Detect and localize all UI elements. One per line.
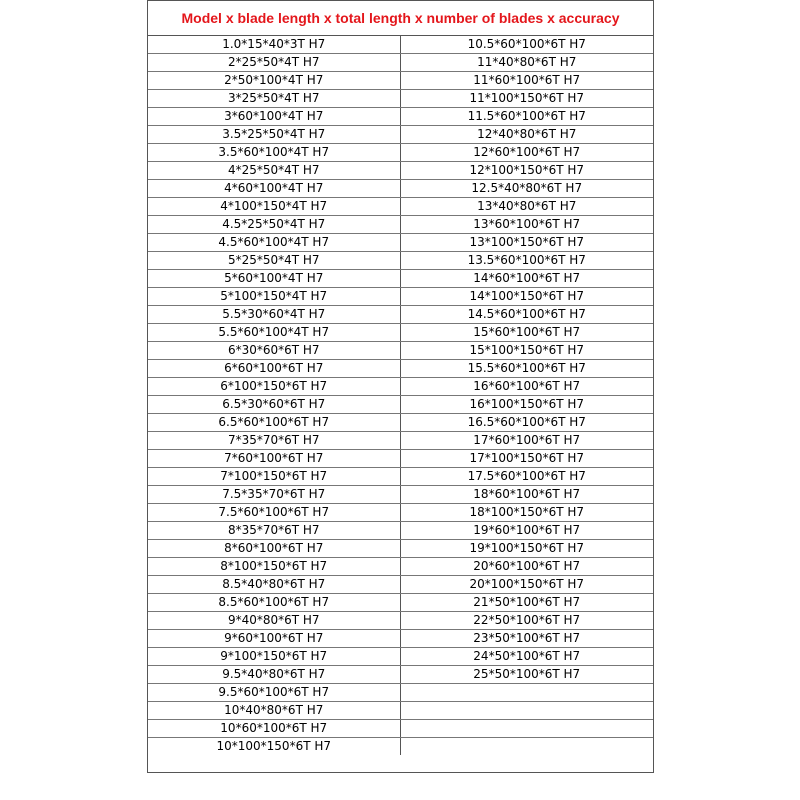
model-cell-left: 7*35*70*6T H7 xyxy=(148,432,400,450)
table-row xyxy=(148,468,653,486)
model-cell-left: 7*60*100*6T H7 xyxy=(148,450,400,468)
table-row xyxy=(148,630,653,648)
model-cell-right: 16*60*100*6T H7 xyxy=(400,378,653,396)
table-row xyxy=(148,594,653,612)
model-cell-right: 15.5*60*100*6T H7 xyxy=(400,360,653,378)
model-table-body xyxy=(148,36,653,755)
model-cell-left: 3*60*100*4T H7 xyxy=(148,108,400,126)
table-row xyxy=(148,324,653,342)
model-cell-right: 23*50*100*6T H7 xyxy=(400,630,653,648)
table-row xyxy=(148,306,653,324)
model-cell-right: 22*50*100*6T H7 xyxy=(400,612,653,630)
model-cell-left: 9.5*40*80*6T H7 xyxy=(148,666,400,684)
table-row xyxy=(148,486,653,504)
model-cell-left: 4.5*60*100*4T H7 xyxy=(148,234,400,252)
model-cell-left: 9*100*150*6T H7 xyxy=(148,648,400,666)
model-cell-left: 6*100*150*6T H7 xyxy=(148,378,400,396)
model-cell-left: 9*40*80*6T H7 xyxy=(148,612,400,630)
model-cell-left: 4.5*25*50*4T H7 xyxy=(148,216,400,234)
spec-sheet xyxy=(147,0,654,773)
table-row xyxy=(148,144,653,162)
model-cell-left: 8.5*60*100*6T H7 xyxy=(148,594,400,612)
table-row xyxy=(148,270,653,288)
table-row xyxy=(148,198,653,216)
model-cell-left: 8*100*150*6T H7 xyxy=(148,558,400,576)
model-cell-left: 1.0*15*40*3T H7 xyxy=(148,36,400,54)
model-table xyxy=(148,36,653,755)
model-cell-right: 18*100*150*6T H7 xyxy=(400,504,653,522)
table-row xyxy=(148,180,653,198)
model-cell-right: 11*100*150*6T H7 xyxy=(400,90,653,108)
table-row xyxy=(148,108,653,126)
table-row xyxy=(148,558,653,576)
model-cell-left: 5*25*50*4T H7 xyxy=(148,252,400,270)
model-cell-left: 10*40*80*6T H7 xyxy=(148,702,400,720)
model-cell-right: 10.5*60*100*6T H7 xyxy=(400,36,653,54)
model-cell-right: 11.5*60*100*6T H7 xyxy=(400,108,653,126)
table-row xyxy=(148,702,653,720)
table-row xyxy=(148,414,653,432)
model-cell-right: 20*100*150*6T H7 xyxy=(400,576,653,594)
table-row xyxy=(148,522,653,540)
table-title: Model x blade length x total length x number of blades x accuracy xyxy=(148,1,653,36)
model-cell-right: 15*60*100*6T H7 xyxy=(400,324,653,342)
model-cell-right xyxy=(400,720,653,738)
model-cell-right xyxy=(400,684,653,702)
model-cell-right: 24*50*100*6T H7 xyxy=(400,648,653,666)
table-row xyxy=(148,504,653,522)
model-cell-left: 5.5*60*100*4T H7 xyxy=(148,324,400,342)
model-cell-right: 13*40*80*6T H7 xyxy=(400,198,653,216)
table-row xyxy=(148,342,653,360)
table-row xyxy=(148,540,653,558)
model-cell-left: 8*35*70*6T H7 xyxy=(148,522,400,540)
model-cell-left: 9*60*100*6T H7 xyxy=(148,630,400,648)
model-cell-left: 5*100*150*4T H7 xyxy=(148,288,400,306)
model-cell-left: 10*100*150*6T H7 xyxy=(148,738,400,756)
model-cell-left: 5.5*30*60*4T H7 xyxy=(148,306,400,324)
model-cell-left: 5*60*100*4T H7 xyxy=(148,270,400,288)
table-row xyxy=(148,576,653,594)
table-row xyxy=(148,612,653,630)
table-row xyxy=(148,666,653,684)
model-cell-right: 13.5*60*100*6T H7 xyxy=(400,252,653,270)
model-cell-left: 7.5*35*70*6T H7 xyxy=(148,486,400,504)
table-row xyxy=(148,252,653,270)
table-row xyxy=(148,360,653,378)
table-row xyxy=(148,378,653,396)
model-cell-right: 15*100*150*6T H7 xyxy=(400,342,653,360)
model-cell-right: 17.5*60*100*6T H7 xyxy=(400,468,653,486)
table-row xyxy=(148,90,653,108)
table-row xyxy=(148,126,653,144)
model-cell-left: 2*25*50*4T H7 xyxy=(148,54,400,72)
model-cell-right xyxy=(400,702,653,720)
model-cell-left: 6*30*60*6T H7 xyxy=(148,342,400,360)
model-cell-right: 17*60*100*6T H7 xyxy=(400,432,653,450)
model-cell-left: 6*60*100*6T H7 xyxy=(148,360,400,378)
model-cell-right: 14.5*60*100*6T H7 xyxy=(400,306,653,324)
model-cell-left: 4*60*100*4T H7 xyxy=(148,180,400,198)
model-cell-right: 17*100*150*6T H7 xyxy=(400,450,653,468)
table-row xyxy=(148,36,653,54)
model-cell-left: 4*100*150*4T H7 xyxy=(148,198,400,216)
model-cell-left: 7.5*60*100*6T H7 xyxy=(148,504,400,522)
table-row xyxy=(148,216,653,234)
model-cell-right: 12*60*100*6T H7 xyxy=(400,144,653,162)
model-cell-right: 12*40*80*6T H7 xyxy=(400,126,653,144)
model-cell-right xyxy=(400,738,653,756)
table-row xyxy=(148,162,653,180)
table-row xyxy=(148,450,653,468)
model-cell-left: 3*25*50*4T H7 xyxy=(148,90,400,108)
table-row xyxy=(148,720,653,738)
table-row xyxy=(148,738,653,756)
model-cell-left: 3.5*25*50*4T H7 xyxy=(148,126,400,144)
table-row xyxy=(148,684,653,702)
model-cell-left: 9.5*60*100*6T H7 xyxy=(148,684,400,702)
model-cell-left: 6.5*30*60*6T H7 xyxy=(148,396,400,414)
model-cell-right: 12*100*150*6T H7 xyxy=(400,162,653,180)
model-cell-right: 13*60*100*6T H7 xyxy=(400,216,653,234)
model-cell-right: 13*100*150*6T H7 xyxy=(400,234,653,252)
model-cell-right: 16*100*150*6T H7 xyxy=(400,396,653,414)
model-cell-right: 25*50*100*6T H7 xyxy=(400,666,653,684)
table-row xyxy=(148,396,653,414)
model-cell-left: 2*50*100*4T H7 xyxy=(148,72,400,90)
model-cell-right: 16.5*60*100*6T H7 xyxy=(400,414,653,432)
model-cell-right: 12.5*40*80*6T H7 xyxy=(400,180,653,198)
model-cell-left: 4*25*50*4T H7 xyxy=(148,162,400,180)
model-cell-right: 14*100*150*6T H7 xyxy=(400,288,653,306)
table-row xyxy=(148,648,653,666)
model-cell-left: 6.5*60*100*6T H7 xyxy=(148,414,400,432)
model-cell-right: 11*60*100*6T H7 xyxy=(400,72,653,90)
model-cell-left: 8.5*40*80*6T H7 xyxy=(148,576,400,594)
model-cell-right: 14*60*100*6T H7 xyxy=(400,270,653,288)
model-cell-right: 19*100*150*6T H7 xyxy=(400,540,653,558)
table-row xyxy=(148,288,653,306)
model-cell-left: 10*60*100*6T H7 xyxy=(148,720,400,738)
model-cell-right: 21*50*100*6T H7 xyxy=(400,594,653,612)
model-cell-right: 18*60*100*6T H7 xyxy=(400,486,653,504)
table-row xyxy=(148,72,653,90)
table-row xyxy=(148,432,653,450)
model-cell-left: 8*60*100*6T H7 xyxy=(148,540,400,558)
model-cell-right: 19*60*100*6T H7 xyxy=(400,522,653,540)
model-cell-right: 11*40*80*6T H7 xyxy=(400,54,653,72)
table-row xyxy=(148,54,653,72)
model-cell-left: 3.5*60*100*4T H7 xyxy=(148,144,400,162)
model-cell-right: 20*60*100*6T H7 xyxy=(400,558,653,576)
model-cell-left: 7*100*150*6T H7 xyxy=(148,468,400,486)
table-row xyxy=(148,234,653,252)
